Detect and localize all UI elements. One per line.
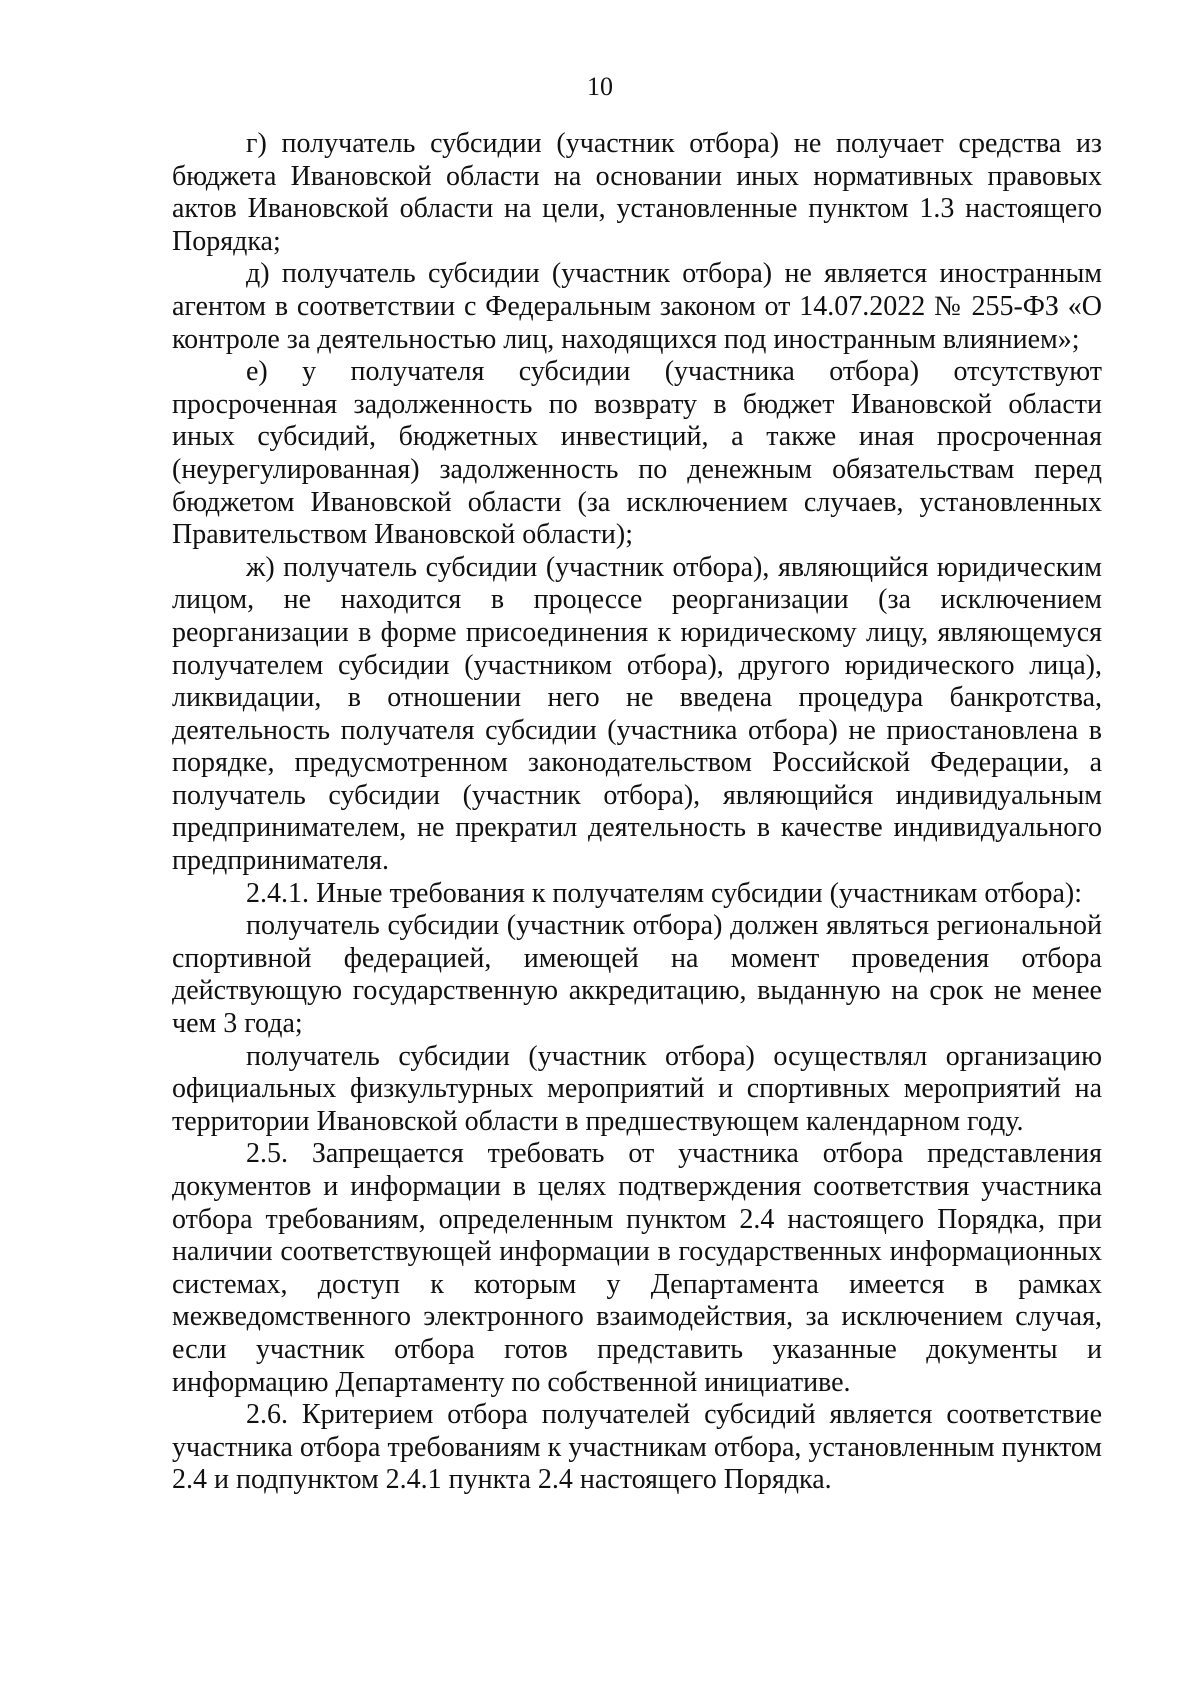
paragraph-2-5: 2.5. Запрещается требовать от участника отбора представления документов и информации в целях подтверждения соответствия участника отбора требованиям, определенным пунктом 2.4 настоящего Порядка, при наличии соответствующей информации в государственных информационных системах, доступ к которым у Департамента имеется в рамках межведомственного электронного взаимодействия, за исключением случая, если участник отбора готов представить указанные документы и информацию Департаменту по собственной инициативе. [172,1138,1102,1398]
document-body [172,128,1102,1497]
paragraph-item-d: д) получатель субсидии (участник отбора) не является иностранным агентом в соответствии с Федеральным законом от 14.07.2022 № 255-ФЗ «О контроле за деятельностью лиц, находящихся под иностранным влиянием»; [172,258,1102,355]
paragraph-item-e: е) у получателя субсидии (участника отбора) отсутствуют просроченная задолженность по возврату в бюджет Ивановской области иных субсидий, бюджетных инвестиций, а также иная просроченная (неурегулированная) задолженность по денежным обязательствам перед бюджетом Ивановской области (за исключением случаев, установленных Правительством Ивановской области); [172,356,1102,551]
page-number: 10 [587,72,613,101]
paragraph-2-4-1-heading: 2.4.1. Иные требования к получателям субсидии (участникам отбора): [246,877,1083,909]
paragraph-requirement-events: получатель субсидии (участник отбора) осуществлял организацию официальных физкультурных мероприятий и спортивных мероприятий на территории Ивановской области в предшествующем календарном году. [172,1040,1102,1137]
paragraph-requirement-federation: получатель субсидии (участник отбора) должен являться региональной спортивной федерацией, имеющей на момент проведения отбора действующую государственную аккредитацию, выданную на срок не менее чем 3 года; [172,910,1102,1040]
paragraph-item-zh: ж) получатель субсидии (участник отбора), являющийся юридическим лицом, не находится в процессе реорганизации (за исключением реорганизации в форме присоединения к юридическому лицу, являющемуся получателем субсидии (участником отбора), другого юридического лица), ликвидации, в отношении него не введена процедура банкротства, деятельность получателя субсидии (участника отбора) не приостановлена в порядке, предусмотренном законодательством Российской Федерации, а получатель субсидии (участник отбора), являющийся индивидуальным предпринимателем, не прекратил деятельность в качестве индивидуального предпринимателя. [172,551,1102,877]
paragraph-item-g: г) получатель субсидии (участник отбора) не получает средства из бюджета Ивановской области на основании иных нормативных правовых актов Ивановской области на цели, установленные пунктом 1.3 настоящего Порядка; [172,128,1102,257]
paragraph-2-6: 2.6. Критерием отбора получателей субсидий является соответствие участника отбора требованиям к участникам отбора, установленным пунктом 2.4 и подпунктом 2.4.1 пункта 2.4 настоящего Порядка. [172,1399,1102,1496]
